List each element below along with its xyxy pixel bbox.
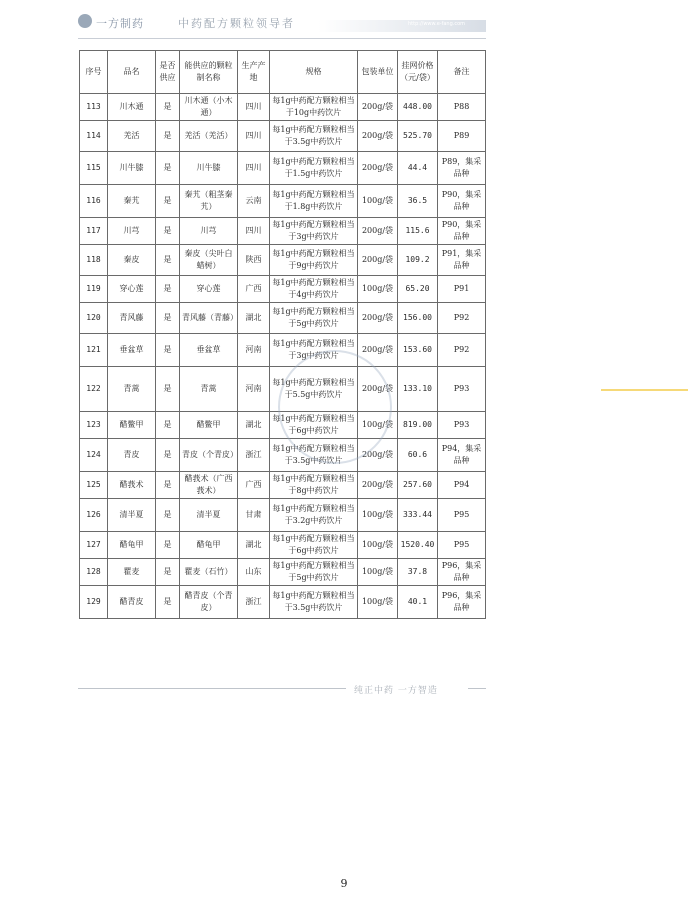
cell-index: 125 — [80, 472, 108, 499]
header-rule — [78, 38, 486, 39]
cell-name: 川木通 — [108, 94, 156, 121]
cell-supply: 是 — [156, 276, 180, 303]
col-header-product: 能供应的颗粒制名称 — [180, 51, 238, 94]
cell-origin: 湖北 — [238, 303, 270, 334]
cell-product: 醋青皮（个青皮） — [180, 586, 238, 619]
col-header-package: 包装单位 — [358, 51, 398, 94]
cell-product: 秦皮（尖叶白蜡树） — [180, 245, 238, 276]
cell-product: 川牛膝 — [180, 152, 238, 185]
cell-name: 垂盆草 — [108, 334, 156, 367]
cell-supply: 是 — [156, 121, 180, 152]
cell-note: P89，集采品种 — [438, 152, 486, 185]
table-row — [80, 472, 486, 499]
cell-origin: 广西 — [238, 472, 270, 499]
table-row — [80, 218, 486, 245]
cell-note: P95 — [438, 532, 486, 559]
cell-price: 37.8 — [398, 559, 438, 586]
cell-note: P96，集采品种 — [438, 559, 486, 586]
cell-origin: 山东 — [238, 559, 270, 586]
logo-icon — [78, 14, 92, 28]
cell-package: 200g/袋 — [358, 152, 398, 185]
cell-name: 川芎 — [108, 218, 156, 245]
cell-origin: 河南 — [238, 334, 270, 367]
cell-price: 60.6 — [398, 439, 438, 472]
table-row — [80, 532, 486, 559]
cell-product: 瞿麦（石竹） — [180, 559, 238, 586]
cell-name: 川牛膝 — [108, 152, 156, 185]
cell-origin: 湖北 — [238, 412, 270, 439]
cell-note: P89 — [438, 121, 486, 152]
cell-spec: 每1g中药配方颗粒相当于3.2g中药饮片 — [270, 499, 358, 532]
page-header — [78, 12, 486, 42]
cell-supply: 是 — [156, 472, 180, 499]
cell-product: 醋鳖甲 — [180, 412, 238, 439]
cell-supply: 是 — [156, 185, 180, 218]
cell-index: 121 — [80, 334, 108, 367]
cell-origin: 四川 — [238, 218, 270, 245]
table-row — [80, 276, 486, 303]
cell-name: 醋青皮 — [108, 586, 156, 619]
cell-name: 醋鳖甲 — [108, 412, 156, 439]
cell-origin: 云南 — [238, 185, 270, 218]
cell-product: 青风藤（青藤） — [180, 303, 238, 334]
cell-name: 醋莪术 — [108, 472, 156, 499]
price-table — [79, 50, 486, 619]
footer-text: 纯正中药 一方智造 — [354, 686, 438, 696]
highlight-strip — [601, 389, 688, 391]
cell-product: 秦艽（粗茎秦艽） — [180, 185, 238, 218]
cell-name: 醋龟甲 — [108, 532, 156, 559]
table-row — [80, 185, 486, 218]
cell-supply: 是 — [156, 559, 180, 586]
cell-index: 126 — [80, 499, 108, 532]
cell-package: 100g/袋 — [358, 559, 398, 586]
cell-package: 200g/袋 — [358, 439, 398, 472]
table-row — [80, 152, 486, 185]
cell-product: 醋龟甲 — [180, 532, 238, 559]
cell-spec: 每1g中药配方颗粒相当于10g中药饮片 — [270, 94, 358, 121]
cell-package: 200g/袋 — [358, 121, 398, 152]
cell-spec: 每1g中药配方颗粒相当于6g中药饮片 — [270, 412, 358, 439]
cell-spec: 每1g中药配方颗粒相当于3.5g中药饮片 — [270, 121, 358, 152]
cell-spec: 每1g中药配方颗粒相当于9g中药饮片 — [270, 245, 358, 276]
cell-index: 129 — [80, 586, 108, 619]
cell-spec: 每1g中药配方颗粒相当于6g中药饮片 — [270, 532, 358, 559]
cell-supply: 是 — [156, 303, 180, 334]
cell-name: 羌活 — [108, 121, 156, 152]
cell-package: 100g/袋 — [358, 185, 398, 218]
cell-price: 115.6 — [398, 218, 438, 245]
cell-note: P91，集采品种 — [438, 245, 486, 276]
cell-index: 117 — [80, 218, 108, 245]
col-header-index: 序号 — [80, 51, 108, 94]
cell-spec: 每1g中药配方颗粒相当于1.8g中药饮片 — [270, 185, 358, 218]
cell-product: 青蒿 — [180, 367, 238, 412]
cell-origin: 河南 — [238, 367, 270, 412]
cell-spec: 每1g中药配方颗粒相当于8g中药饮片 — [270, 472, 358, 499]
cell-supply: 是 — [156, 532, 180, 559]
cell-name: 穿心莲 — [108, 276, 156, 303]
cell-supply: 是 — [156, 586, 180, 619]
cell-package: 200g/袋 — [358, 472, 398, 499]
col-header-origin: 生产产地 — [238, 51, 270, 94]
cell-index: 127 — [80, 532, 108, 559]
cell-name: 瞿麦 — [108, 559, 156, 586]
table-row — [80, 245, 486, 276]
cell-package: 100g/袋 — [358, 276, 398, 303]
cell-package: 200g/袋 — [358, 245, 398, 276]
cell-price: 333.44 — [398, 499, 438, 532]
table-row — [80, 303, 486, 334]
cell-price: 40.1 — [398, 586, 438, 619]
table-header-row — [80, 51, 486, 94]
cell-package: 200g/袋 — [358, 303, 398, 334]
cell-name: 青风藤 — [108, 303, 156, 334]
cell-supply: 是 — [156, 218, 180, 245]
cell-origin: 四川 — [238, 94, 270, 121]
page-footer — [78, 683, 486, 695]
cell-supply: 是 — [156, 412, 180, 439]
cell-package: 200g/袋 — [358, 334, 398, 367]
cell-package: 100g/袋 — [358, 412, 398, 439]
cell-index: 119 — [80, 276, 108, 303]
cell-index: 128 — [80, 559, 108, 586]
cell-origin: 四川 — [238, 152, 270, 185]
cell-note: P94，集采品种 — [438, 439, 486, 472]
cell-product: 穿心莲 — [180, 276, 238, 303]
cell-index: 116 — [80, 185, 108, 218]
cell-name: 清半夏 — [108, 499, 156, 532]
cell-supply: 是 — [156, 94, 180, 121]
table-row — [80, 439, 486, 472]
cell-note: P91 — [438, 276, 486, 303]
table-row — [80, 334, 486, 367]
cell-supply: 是 — [156, 499, 180, 532]
cell-spec: 每1g中药配方颗粒相当于5g中药饮片 — [270, 303, 358, 334]
cell-note: P92 — [438, 334, 486, 367]
cell-spec: 每1g中药配方颗粒相当于5.5g中药饮片 — [270, 367, 358, 412]
cell-origin: 湖北 — [238, 532, 270, 559]
header-title: 中药配方颗粒领导者 — [178, 17, 295, 30]
cell-origin: 陕西 — [238, 245, 270, 276]
cell-note: P93 — [438, 367, 486, 412]
cell-product: 清半夏 — [180, 499, 238, 532]
table-row — [80, 559, 486, 586]
cell-price: 1520.40 — [398, 532, 438, 559]
table-row — [80, 499, 486, 532]
cell-index: 114 — [80, 121, 108, 152]
cell-package: 200g/袋 — [358, 367, 398, 412]
col-header-price: 挂网价格（元/袋） — [398, 51, 438, 94]
cell-spec: 每1g中药配方颗粒相当于1.5g中药饮片 — [270, 152, 358, 185]
cell-origin: 浙江 — [238, 586, 270, 619]
cell-note: P95 — [438, 499, 486, 532]
col-header-spec: 规格 — [270, 51, 358, 94]
cell-origin: 四川 — [238, 121, 270, 152]
cell-spec: 每1g中药配方颗粒相当于3.5g中药饮片 — [270, 586, 358, 619]
table-row — [80, 94, 486, 121]
cell-price: 525.70 — [398, 121, 438, 152]
cell-product: 川芎 — [180, 218, 238, 245]
table-row — [80, 121, 486, 152]
cell-origin: 广西 — [238, 276, 270, 303]
cell-price: 153.60 — [398, 334, 438, 367]
footer-rule-right — [468, 688, 486, 689]
cell-product: 垂盆草 — [180, 334, 238, 367]
cell-name: 青蒿 — [108, 367, 156, 412]
cell-note: P90，集采品种 — [438, 218, 486, 245]
cell-note: P90，集采品种 — [438, 185, 486, 218]
cell-index: 113 — [80, 94, 108, 121]
cell-origin: 浙江 — [238, 439, 270, 472]
cell-price: 36.5 — [398, 185, 438, 218]
cell-price: 257.60 — [398, 472, 438, 499]
cell-product: 川木通（小木通） — [180, 94, 238, 121]
cell-index: 115 — [80, 152, 108, 185]
cell-note: P88 — [438, 94, 486, 121]
col-header-supply: 是否供应 — [156, 51, 180, 94]
cell-index: 123 — [80, 412, 108, 439]
cell-spec: 每1g中药配方颗粒相当于5g中药饮片 — [270, 559, 358, 586]
cell-index: 120 — [80, 303, 108, 334]
header-url: http://www.e-fang.com — [408, 21, 466, 27]
cell-supply: 是 — [156, 439, 180, 472]
cell-note: P93 — [438, 412, 486, 439]
cell-price: 65.20 — [398, 276, 438, 303]
cell-name: 青皮 — [108, 439, 156, 472]
footer-rule-left — [78, 688, 346, 689]
cell-spec: 每1g中药配方颗粒相当于3g中药饮片 — [270, 334, 358, 367]
cell-price: 133.10 — [398, 367, 438, 412]
table-row — [80, 586, 486, 619]
cell-index: 124 — [80, 439, 108, 472]
cell-supply: 是 — [156, 152, 180, 185]
cell-price: 448.00 — [398, 94, 438, 121]
page-number: 9 — [340, 877, 348, 890]
cell-note: P92 — [438, 303, 486, 334]
cell-note: P94 — [438, 472, 486, 499]
col-header-note: 备注 — [438, 51, 486, 94]
watermark-stamp — [278, 350, 392, 464]
cell-note: P96，集采品种 — [438, 586, 486, 619]
cell-supply: 是 — [156, 245, 180, 276]
cell-price: 819.00 — [398, 412, 438, 439]
cell-price: 156.00 — [398, 303, 438, 334]
cell-price: 44.4 — [398, 152, 438, 185]
cell-spec: 每1g中药配方颗粒相当于4g中药饮片 — [270, 276, 358, 303]
cell-name: 秦皮 — [108, 245, 156, 276]
cell-package: 200g/袋 — [358, 94, 398, 121]
cell-package: 200g/袋 — [358, 218, 398, 245]
cell-package: 100g/袋 — [358, 499, 398, 532]
cell-product: 醋莪术（广西莪术） — [180, 472, 238, 499]
cell-spec: 每1g中药配方颗粒相当于3.5g中药饮片 — [270, 439, 358, 472]
cell-supply: 是 — [156, 367, 180, 412]
cell-name: 秦艽 — [108, 185, 156, 218]
cell-index: 118 — [80, 245, 108, 276]
col-header-name: 品名 — [108, 51, 156, 94]
cell-index: 122 — [80, 367, 108, 412]
cell-product: 羌活（羌活） — [180, 121, 238, 152]
cell-price: 109.2 — [398, 245, 438, 276]
cell-package: 100g/袋 — [358, 586, 398, 619]
cell-supply: 是 — [156, 334, 180, 367]
logo-text: 一方制药 — [96, 17, 144, 30]
cell-spec: 每1g中药配方颗粒相当于3g中药饮片 — [270, 218, 358, 245]
cell-package: 100g/袋 — [358, 532, 398, 559]
cell-origin: 甘肃 — [238, 499, 270, 532]
cell-product: 青皮（个青皮） — [180, 439, 238, 472]
